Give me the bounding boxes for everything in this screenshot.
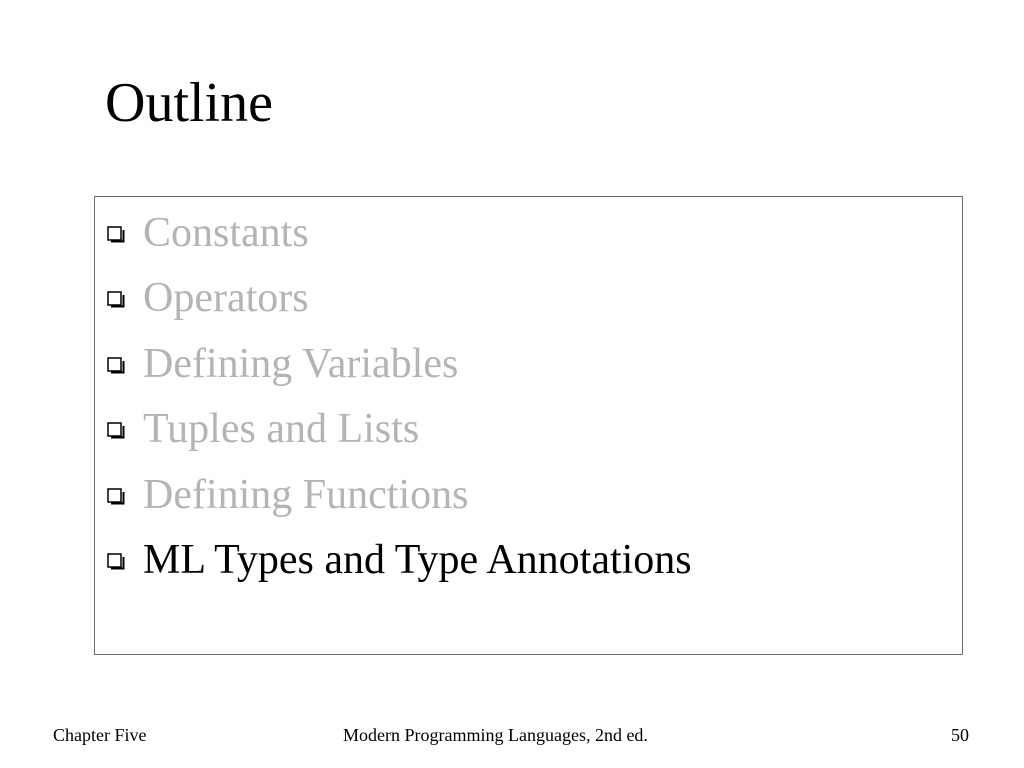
outline-item-defining-functions (107, 469, 692, 534)
outline-item-label: Constants (143, 210, 309, 256)
hollow-square-bullet-icon (107, 272, 125, 324)
footer-page-number: 50 (951, 725, 969, 745)
outline-item-label: Operators (143, 275, 309, 322)
hollow-square-bullet-icon (107, 469, 125, 521)
outline-item-defining-variables (107, 338, 692, 403)
outline-item-constants (107, 207, 692, 272)
hollow-square-bullet-icon (107, 534, 125, 586)
outline-item-tuples-and-lists (107, 403, 692, 468)
footer-book-title: Modern Programming Languages, 2nd ed. (343, 725, 648, 745)
hollow-square-bullet-icon (107, 207, 125, 259)
hollow-square-bullet-icon (107, 403, 125, 455)
footer-chapter: Chapter Five (53, 725, 147, 745)
slide-title: Outline (105, 72, 273, 134)
outline-item-ml-types (107, 534, 692, 599)
outline-item-label: Defining Variables (143, 340, 459, 387)
outline-item-label: ML Types and Type Annotations (143, 536, 692, 583)
outline-list (107, 207, 692, 599)
outline-box (94, 196, 963, 655)
hollow-square-bullet-icon (107, 338, 125, 390)
outline-item-operators (107, 272, 692, 337)
outline-item-label: Tuples and Lists (143, 406, 420, 453)
outline-item-label: Defining Functions (143, 471, 469, 518)
